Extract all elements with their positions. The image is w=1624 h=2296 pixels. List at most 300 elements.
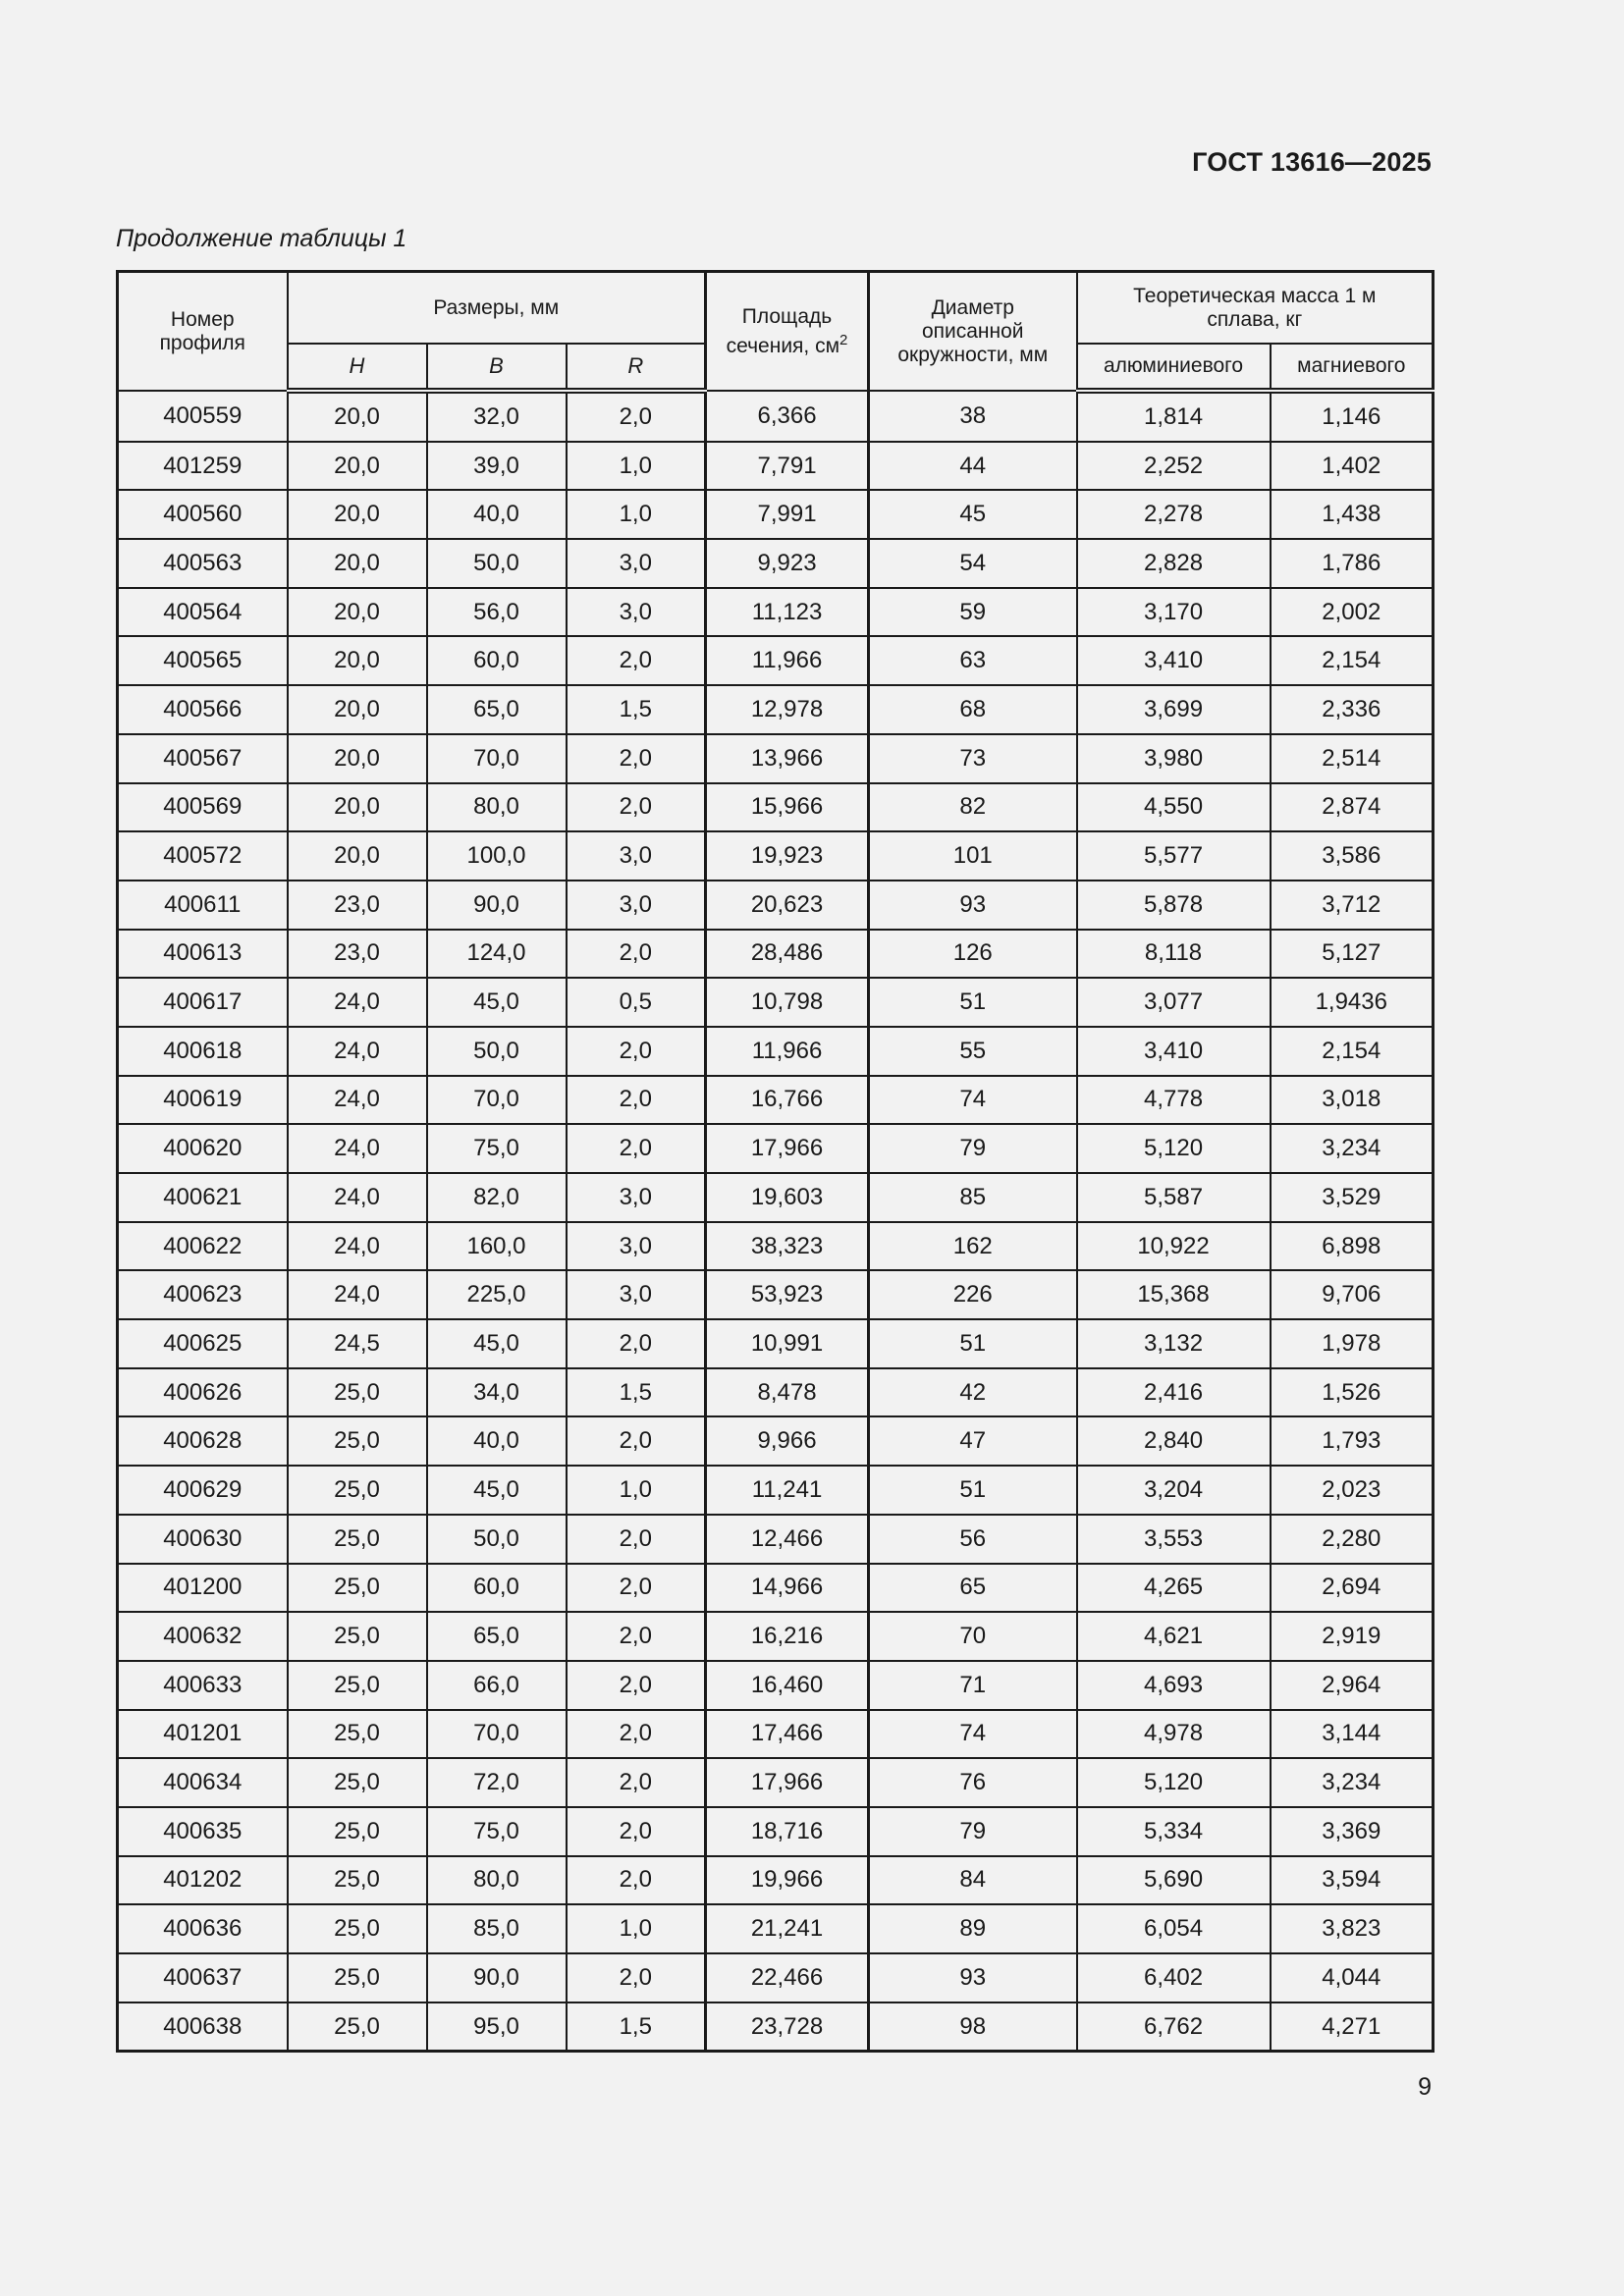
cell-area: 16,216 (706, 1612, 869, 1661)
cell-b: 82,0 (427, 1173, 567, 1222)
cell-h: 20,0 (288, 539, 427, 588)
cell-profile-number: 400567 (118, 734, 288, 783)
cell-mass-aluminum: 6,402 (1077, 1953, 1271, 2002)
cell-h: 24,5 (288, 1319, 427, 1368)
cell-diameter: 93 (869, 1953, 1077, 2002)
header-aluminum: алюминиевого (1077, 344, 1271, 391)
cell-mass-aluminum: 5,120 (1077, 1124, 1271, 1173)
cell-mass-magnesium: 2,023 (1271, 1466, 1434, 1515)
cell-b: 160,0 (427, 1222, 567, 1271)
cell-diameter: 226 (869, 1270, 1077, 1319)
cell-h: 24,0 (288, 978, 427, 1027)
cell-h: 20,0 (288, 391, 427, 442)
cell-b: 50,0 (427, 539, 567, 588)
cell-mass-magnesium: 2,964 (1271, 1661, 1434, 1710)
cell-h: 25,0 (288, 1710, 427, 1759)
cell-mass-magnesium: 2,280 (1271, 1515, 1434, 1564)
cell-b: 66,0 (427, 1661, 567, 1710)
cell-b: 60,0 (427, 636, 567, 685)
cell-profile-number: 401201 (118, 1710, 288, 1759)
cell-mass-aluminum: 1,814 (1077, 391, 1271, 442)
cell-r: 3,0 (567, 831, 706, 881)
cell-b: 70,0 (427, 734, 567, 783)
cell-profile-number: 400617 (118, 978, 288, 1027)
cell-area: 53,923 (706, 1270, 869, 1319)
cell-mass-aluminum: 2,278 (1077, 490, 1271, 539)
cell-r: 2,0 (567, 1124, 706, 1173)
cell-area: 12,466 (706, 1515, 869, 1564)
cell-mass-magnesium: 4,044 (1271, 1953, 1434, 2002)
table-row (118, 539, 1434, 588)
cell-mass-magnesium: 1,786 (1271, 539, 1434, 588)
cell-r: 1,0 (567, 442, 706, 491)
cell-r: 2,0 (567, 930, 706, 979)
cell-profile-number: 400563 (118, 539, 288, 588)
cell-b: 70,0 (427, 1710, 567, 1759)
cell-area: 7,991 (706, 490, 869, 539)
cell-diameter: 79 (869, 1124, 1077, 1173)
cell-diameter: 42 (869, 1368, 1077, 1417)
cell-mass-magnesium: 2,154 (1271, 1027, 1434, 1076)
cell-profile-number: 400635 (118, 1807, 288, 1856)
cell-profile-number: 400638 (118, 2002, 288, 2052)
cell-r: 2,0 (567, 1319, 706, 1368)
cell-h: 20,0 (288, 636, 427, 685)
cell-mass-aluminum: 3,204 (1077, 1466, 1271, 1515)
header-area (706, 272, 869, 392)
cell-mass-magnesium: 1,793 (1271, 1416, 1434, 1466)
table-row (118, 588, 1434, 637)
cell-r: 2,0 (567, 783, 706, 832)
cell-mass-magnesium: 3,369 (1271, 1807, 1434, 1856)
cell-area: 14,966 (706, 1564, 869, 1613)
cell-profile-number: 400559 (118, 391, 288, 442)
cell-profile-number: 400625 (118, 1319, 288, 1368)
header-area-superscript: 2 (839, 331, 848, 348)
cell-r: 2,0 (567, 1661, 706, 1710)
table-row (118, 685, 1434, 734)
cell-diameter: 79 (869, 1807, 1077, 1856)
cell-profile-number: 400613 (118, 930, 288, 979)
cell-mass-magnesium: 5,127 (1271, 930, 1434, 979)
cell-mass-magnesium: 1,978 (1271, 1319, 1434, 1368)
cell-mass-aluminum: 3,410 (1077, 636, 1271, 685)
cell-mass-aluminum: 2,252 (1077, 442, 1271, 491)
table-row (118, 1124, 1434, 1173)
cell-diameter: 93 (869, 881, 1077, 930)
cell-h: 25,0 (288, 1758, 427, 1807)
cell-mass-aluminum: 5,334 (1077, 1807, 1271, 1856)
cell-profile-number: 400620 (118, 1124, 288, 1173)
cell-area: 38,323 (706, 1222, 869, 1271)
cell-r: 2,0 (567, 1710, 706, 1759)
cell-b: 225,0 (427, 1270, 567, 1319)
cell-diameter: 54 (869, 539, 1077, 588)
cell-r: 1,0 (567, 1904, 706, 1953)
cell-mass-aluminum: 2,828 (1077, 539, 1271, 588)
table-row (118, 1807, 1434, 1856)
cell-mass-aluminum: 4,778 (1077, 1076, 1271, 1125)
cell-h: 25,0 (288, 1515, 427, 1564)
cell-mass-magnesium: 3,594 (1271, 1856, 1434, 1905)
cell-profile-number: 400629 (118, 1466, 288, 1515)
cell-mass-magnesium: 4,271 (1271, 2002, 1434, 2052)
cell-diameter: 38 (869, 391, 1077, 442)
cell-profile-number: 400630 (118, 1515, 288, 1564)
cell-mass-magnesium: 1,526 (1271, 1368, 1434, 1417)
table-row (118, 636, 1434, 685)
table-row (118, 1270, 1434, 1319)
cell-mass-aluminum: 4,978 (1077, 1710, 1271, 1759)
table-row (118, 1515, 1434, 1564)
cell-h: 24,0 (288, 1270, 427, 1319)
cell-area: 23,728 (706, 2002, 869, 2052)
cell-profile-number: 400628 (118, 1416, 288, 1466)
cell-h: 20,0 (288, 734, 427, 783)
cell-area: 10,991 (706, 1319, 869, 1368)
cell-b: 75,0 (427, 1124, 567, 1173)
cell-r: 1,0 (567, 490, 706, 539)
table-row (118, 2002, 1434, 2052)
cell-b: 90,0 (427, 881, 567, 930)
cell-h: 25,0 (288, 1661, 427, 1710)
cell-diameter: 74 (869, 1710, 1077, 1759)
cell-area: 17,966 (706, 1124, 869, 1173)
cell-diameter: 89 (869, 1904, 1077, 1953)
cell-r: 2,0 (567, 1953, 706, 2002)
header-r: R (567, 344, 706, 391)
cell-diameter: 71 (869, 1661, 1077, 1710)
cell-r: 1,0 (567, 1466, 706, 1515)
cell-h: 20,0 (288, 588, 427, 637)
cell-area: 20,623 (706, 881, 869, 930)
cell-diameter: 126 (869, 930, 1077, 979)
cell-diameter: 76 (869, 1758, 1077, 1807)
cell-area: 28,486 (706, 930, 869, 979)
cell-profile-number: 400637 (118, 1953, 288, 2002)
cell-mass-aluminum: 3,553 (1077, 1515, 1271, 1564)
cell-mass-aluminum: 5,690 (1077, 1856, 1271, 1905)
cell-diameter: 45 (869, 490, 1077, 539)
cell-diameter: 44 (869, 442, 1077, 491)
cell-diameter: 51 (869, 1319, 1077, 1368)
cell-h: 25,0 (288, 1807, 427, 1856)
cell-diameter: 162 (869, 1222, 1077, 1271)
cell-diameter: 74 (869, 1076, 1077, 1125)
cell-profile-number: 400636 (118, 1904, 288, 1953)
cell-area: 16,766 (706, 1076, 869, 1125)
cell-h: 25,0 (288, 1416, 427, 1466)
cell-b: 72,0 (427, 1758, 567, 1807)
cell-mass-aluminum: 6,054 (1077, 1904, 1271, 1953)
cell-b: 40,0 (427, 490, 567, 539)
cell-mass-magnesium: 2,336 (1271, 685, 1434, 734)
cell-mass-magnesium: 1,146 (1271, 391, 1434, 442)
table-row (118, 881, 1434, 930)
cell-h: 24,0 (288, 1027, 427, 1076)
cell-b: 65,0 (427, 1612, 567, 1661)
table-row (118, 1612, 1434, 1661)
cell-profile-number: 400622 (118, 1222, 288, 1271)
cell-profile-number: 401202 (118, 1856, 288, 1905)
cell-mass-aluminum: 2,840 (1077, 1416, 1271, 1466)
cell-h: 20,0 (288, 831, 427, 881)
cell-area: 7,791 (706, 442, 869, 491)
cell-r: 3,0 (567, 881, 706, 930)
cell-profile-number: 400633 (118, 1661, 288, 1710)
cell-b: 50,0 (427, 1515, 567, 1564)
table-row (118, 1758, 1434, 1807)
cell-mass-aluminum: 4,621 (1077, 1612, 1271, 1661)
cell-area: 22,466 (706, 1953, 869, 2002)
cell-area: 12,978 (706, 685, 869, 734)
cell-diameter: 51 (869, 978, 1077, 1027)
profiles-table (116, 270, 1435, 2053)
cell-r: 2,0 (567, 1612, 706, 1661)
cell-b: 39,0 (427, 442, 567, 491)
cell-area: 15,966 (706, 783, 869, 832)
cell-profile-number: 400569 (118, 783, 288, 832)
cell-b: 80,0 (427, 1856, 567, 1905)
cell-b: 40,0 (427, 1416, 567, 1466)
header-mass: Теоретическая масса 1 м сплава, кг (1077, 272, 1434, 345)
cell-mass-magnesium: 3,234 (1271, 1124, 1434, 1173)
cell-mass-aluminum: 3,699 (1077, 685, 1271, 734)
cell-diameter: 65 (869, 1564, 1077, 1613)
cell-b: 45,0 (427, 978, 567, 1027)
cell-h: 20,0 (288, 490, 427, 539)
cell-h: 25,0 (288, 1953, 427, 2002)
cell-b: 80,0 (427, 783, 567, 832)
cell-mass-magnesium: 3,018 (1271, 1076, 1434, 1125)
cell-r: 3,0 (567, 539, 706, 588)
cell-r: 2,0 (567, 636, 706, 685)
cell-mass-magnesium: 2,002 (1271, 588, 1434, 637)
cell-mass-aluminum: 4,693 (1077, 1661, 1271, 1710)
cell-diameter: 101 (869, 831, 1077, 881)
cell-h: 20,0 (288, 442, 427, 491)
cell-mass-aluminum: 6,762 (1077, 2002, 1271, 2052)
cell-r: 1,5 (567, 685, 706, 734)
table-row (118, 490, 1434, 539)
table-row (118, 1173, 1434, 1222)
cell-area: 11,966 (706, 1027, 869, 1076)
cell-mass-aluminum: 3,077 (1077, 978, 1271, 1027)
table-row (118, 1661, 1434, 1710)
table-row (118, 1564, 1434, 1613)
cell-mass-magnesium: 2,874 (1271, 783, 1434, 832)
cell-mass-magnesium: 6,898 (1271, 1222, 1434, 1271)
cell-area: 21,241 (706, 1904, 869, 1953)
cell-profile-number: 401259 (118, 442, 288, 491)
cell-diameter: 59 (869, 588, 1077, 637)
cell-area: 11,123 (706, 588, 869, 637)
cell-profile-number: 400632 (118, 1612, 288, 1661)
table-row (118, 1027, 1434, 1076)
cell-h: 25,0 (288, 1612, 427, 1661)
table-caption: Продолжение таблицы 1 (116, 225, 407, 252)
table-row (118, 930, 1434, 979)
cell-diameter: 84 (869, 1856, 1077, 1905)
cell-profile-number: 400566 (118, 685, 288, 734)
cell-b: 124,0 (427, 930, 567, 979)
cell-h: 20,0 (288, 783, 427, 832)
cell-mass-magnesium: 1,9436 (1271, 978, 1434, 1027)
cell-mass-aluminum: 2,416 (1077, 1368, 1271, 1417)
cell-r: 0,5 (567, 978, 706, 1027)
cell-profile-number: 400572 (118, 831, 288, 881)
table-body (118, 391, 1434, 2052)
table-row (118, 442, 1434, 491)
cell-mass-aluminum: 5,120 (1077, 1758, 1271, 1807)
document-code: ГОСТ 13616—2025 (1192, 147, 1432, 177)
cell-h: 25,0 (288, 2002, 427, 2052)
header-profile-number: Номер профиля (118, 272, 288, 392)
cell-area: 18,716 (706, 1807, 869, 1856)
cell-b: 50,0 (427, 1027, 567, 1076)
header-magnesium: магниевого (1271, 344, 1434, 391)
cell-r: 2,0 (567, 1856, 706, 1905)
cell-mass-aluminum: 5,577 (1077, 831, 1271, 881)
cell-mass-aluminum: 10,922 (1077, 1222, 1271, 1271)
table-row (118, 734, 1434, 783)
cell-mass-aluminum: 15,368 (1077, 1270, 1271, 1319)
cell-mass-aluminum: 3,170 (1077, 588, 1271, 637)
header-diameter: Диаметр описанной окружности, мм (869, 272, 1077, 392)
cell-r: 3,0 (567, 1270, 706, 1319)
cell-b: 75,0 (427, 1807, 567, 1856)
cell-mass-magnesium: 2,514 (1271, 734, 1434, 783)
cell-diameter: 47 (869, 1416, 1077, 1466)
cell-profile-number: 400621 (118, 1173, 288, 1222)
table-row (118, 1368, 1434, 1417)
cell-r: 3,0 (567, 1222, 706, 1271)
cell-h: 25,0 (288, 1564, 427, 1613)
cell-mass-magnesium: 3,712 (1271, 881, 1434, 930)
header-area-text: Площадь сечения, см (726, 304, 840, 357)
cell-b: 95,0 (427, 2002, 567, 2052)
cell-area: 11,241 (706, 1466, 869, 1515)
cell-diameter: 82 (869, 783, 1077, 832)
cell-diameter: 63 (869, 636, 1077, 685)
cell-mass-magnesium: 3,823 (1271, 1904, 1434, 1953)
cell-profile-number: 400564 (118, 588, 288, 637)
cell-b: 65,0 (427, 685, 567, 734)
cell-profile-number: 400626 (118, 1368, 288, 1417)
table-row (118, 1710, 1434, 1759)
cell-area: 6,366 (706, 391, 869, 442)
cell-profile-number: 400611 (118, 881, 288, 930)
cell-h: 25,0 (288, 1856, 427, 1905)
cell-h: 25,0 (288, 1368, 427, 1417)
header-h: H (288, 344, 427, 391)
cell-r: 2,0 (567, 1515, 706, 1564)
cell-r: 2,0 (567, 1564, 706, 1613)
cell-b: 34,0 (427, 1368, 567, 1417)
cell-area: 9,923 (706, 539, 869, 588)
cell-profile-number: 401200 (118, 1564, 288, 1613)
cell-r: 2,0 (567, 1027, 706, 1076)
table-row (118, 1222, 1434, 1271)
cell-b: 60,0 (427, 1564, 567, 1613)
table-row (118, 783, 1434, 832)
cell-diameter: 68 (869, 685, 1077, 734)
cell-mass-magnesium: 1,438 (1271, 490, 1434, 539)
cell-h: 24,0 (288, 1076, 427, 1125)
cell-profile-number: 400619 (118, 1076, 288, 1125)
cell-b: 32,0 (427, 391, 567, 442)
cell-r: 2,0 (567, 1807, 706, 1856)
cell-b: 45,0 (427, 1319, 567, 1368)
cell-mass-aluminum: 5,878 (1077, 881, 1271, 930)
cell-b: 45,0 (427, 1466, 567, 1515)
cell-area: 16,460 (706, 1661, 869, 1710)
cell-b: 56,0 (427, 588, 567, 637)
table-row (118, 978, 1434, 1027)
cell-h: 24,0 (288, 1222, 427, 1271)
cell-mass-aluminum: 3,410 (1077, 1027, 1271, 1076)
cell-profile-number: 400623 (118, 1270, 288, 1319)
cell-r: 3,0 (567, 1173, 706, 1222)
cell-r: 1,5 (567, 2002, 706, 2052)
cell-diameter: 85 (869, 1173, 1077, 1222)
cell-profile-number: 400560 (118, 490, 288, 539)
cell-diameter: 55 (869, 1027, 1077, 1076)
cell-h: 23,0 (288, 881, 427, 930)
cell-profile-number: 400634 (118, 1758, 288, 1807)
cell-mass-magnesium: 3,144 (1271, 1710, 1434, 1759)
cell-mass-magnesium: 1,402 (1271, 442, 1434, 491)
cell-area: 19,966 (706, 1856, 869, 1905)
cell-r: 2,0 (567, 1416, 706, 1466)
cell-area: 13,966 (706, 734, 869, 783)
cell-mass-aluminum: 3,132 (1077, 1319, 1271, 1368)
cell-mass-magnesium: 2,919 (1271, 1612, 1434, 1661)
cell-diameter: 70 (869, 1612, 1077, 1661)
cell-r: 2,0 (567, 391, 706, 442)
cell-diameter: 56 (869, 1515, 1077, 1564)
cell-mass-aluminum: 4,550 (1077, 783, 1271, 832)
cell-area: 10,798 (706, 978, 869, 1027)
cell-mass-magnesium: 9,706 (1271, 1270, 1434, 1319)
cell-area: 19,923 (706, 831, 869, 881)
cell-profile-number: 400565 (118, 636, 288, 685)
cell-r: 2,0 (567, 734, 706, 783)
cell-b: 90,0 (427, 1953, 567, 2002)
cell-r: 2,0 (567, 1758, 706, 1807)
cell-diameter: 98 (869, 2002, 1077, 2052)
cell-mass-aluminum: 4,265 (1077, 1564, 1271, 1613)
cell-diameter: 51 (869, 1466, 1077, 1515)
cell-mass-aluminum: 5,587 (1077, 1173, 1271, 1222)
cell-r: 1,5 (567, 1368, 706, 1417)
cell-diameter: 73 (869, 734, 1077, 783)
cell-mass-magnesium: 3,586 (1271, 831, 1434, 881)
page-number: 9 (1418, 2073, 1432, 2101)
cell-area: 11,966 (706, 636, 869, 685)
cell-area: 19,603 (706, 1173, 869, 1222)
cell-b: 100,0 (427, 831, 567, 881)
cell-area: 9,966 (706, 1416, 869, 1466)
cell-area: 8,478 (706, 1368, 869, 1417)
cell-h: 25,0 (288, 1466, 427, 1515)
cell-b: 70,0 (427, 1076, 567, 1125)
table-row (118, 391, 1434, 442)
cell-b: 85,0 (427, 1904, 567, 1953)
table-row (118, 831, 1434, 881)
table-row (118, 1904, 1434, 1953)
table-row (118, 1416, 1434, 1466)
